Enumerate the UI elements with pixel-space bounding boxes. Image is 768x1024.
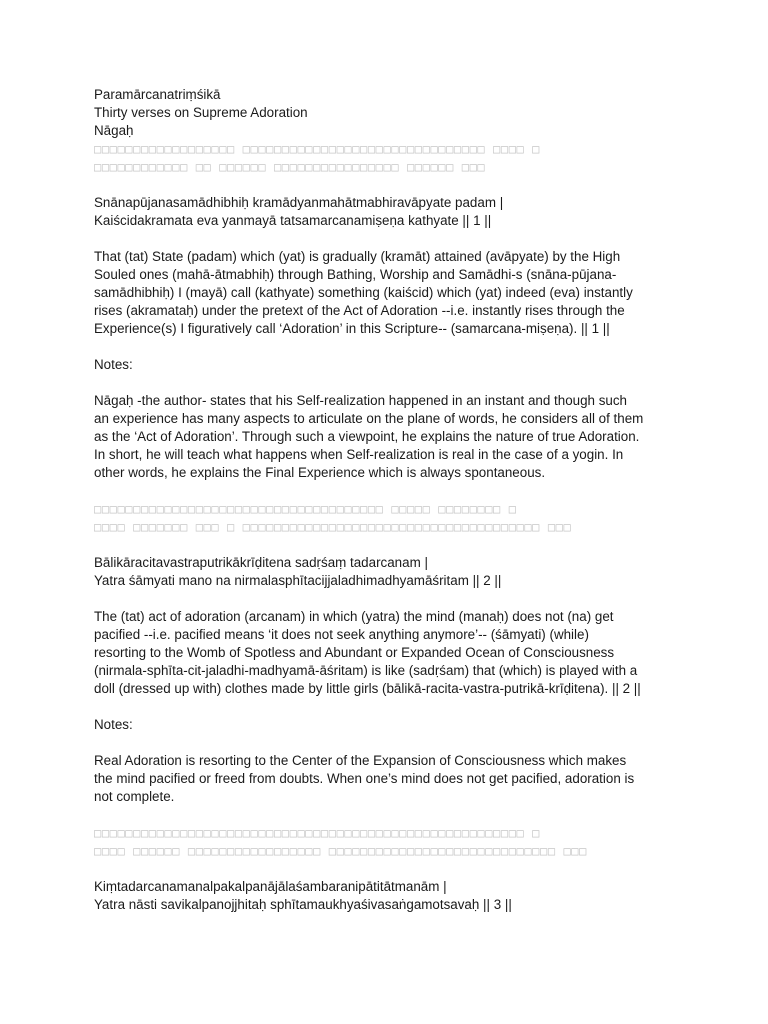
translation-line: That (tat) State (padam) which (yat) is gradually (kramāt) attained (avāpyate) by the High bbox=[94, 249, 621, 264]
verse-line: Yatra nāsti savikalpanojjhitaḥ sphītamaukhyaśivasaṅgamotsavaḥ || 3 || bbox=[94, 897, 512, 912]
translation-1 bbox=[94, 248, 734, 338]
notes-line: Nāgaḥ -the author- states that his Self-realization happened in an instant and though such bbox=[94, 393, 628, 408]
devanagari-placeholder-3 bbox=[94, 824, 734, 860]
document-title: Paramārcanatriṃśikā bbox=[94, 87, 221, 102]
notes-line: an experience has many aspects to articulate on the plane of words, he considers all of them bbox=[94, 411, 644, 426]
translation-line: (nirmala-sphīta-cit-jaladhi-madhyamā-āśritam) is like (sadṛśam) that (which) is played with a bbox=[94, 663, 638, 678]
verse-line: Yatra śāmyati mano na nirmalasphītacijjaladhimadhyamāśritam || 2 || bbox=[94, 573, 502, 588]
verse-1 bbox=[94, 194, 734, 230]
translation-line: The (tat) act of adoration (arcanam) in which (yatra) the mind (manaḥ) does not (na) get bbox=[94, 609, 614, 624]
translation-line: samādhibhiḥ) I (mayā) call (kathyate) something (kaiścid) which (yat) indeed (eva) instantly bbox=[94, 285, 633, 300]
notes-line: In short, he will teach what happens when Self-realization is real in the case of a yogin. In bbox=[94, 447, 624, 462]
devanagari-line: □□□□□□□□□□□□ □□ □□□□□□ □□□□□□□□□□□□□□□□ □□□□□□ □□□ bbox=[94, 160, 486, 174]
verse-line: Kaiścidakramata eva yanmayā tatsamarcanamiṣeṇa kathyate || 1 || bbox=[94, 213, 492, 228]
translation-line: rises (akramataḥ) under the pretext of the Act of Adoration --i.e. instantly rises through the bbox=[94, 303, 625, 318]
translation-2 bbox=[94, 608, 734, 698]
devanagari-line: □□□□□□□□□□□□□□□□□□□□□□□□□□□□□□□□□□□□□□□□□□□□□□□□□□□□□□□ □ bbox=[94, 826, 541, 840]
notes-line: the mind pacified or freed from doubts. When one’s mind does not get pacified, adoration is bbox=[94, 771, 635, 786]
verse-line: Kiṃtadarcanamanalpakalpanājālaśambaranipātitātmanām | bbox=[94, 879, 447, 894]
document-page bbox=[94, 86, 734, 914]
devanagari-line: □□□□ □□□□□□□ □□□ □ □□□□□□□□□□□□□□□□□□□□□□□□□□□□□□□□□□□□□□ □□□ bbox=[94, 520, 572, 534]
notes-line: as the ‘Act of Adoration’. Through such a viewpoint, he explains the nature of true Adoration. bbox=[94, 429, 640, 444]
devanagari-line: □□□□□□□□□□□□□□□□□□□□□□□□□□□□□□□□□□□□□ □□□□□ □□□□□□□□ □ bbox=[94, 502, 517, 516]
devanagari-placeholder-1 bbox=[94, 140, 734, 176]
devanagari-line: □□□□ □□□□□□ □□□□□□□□□□□□□□□□□ □□□□□□□□□□□□□□□□□□□□□□□□□□□□□ □□□ bbox=[94, 844, 587, 858]
verse-3 bbox=[94, 878, 734, 914]
notes-line: Real Adoration is resorting to the Center of the Expansion of Consciousness which makes bbox=[94, 753, 627, 768]
verse-line: Bālikāracitavastraputrikākrīḍitena sadṛśaṃ tadarcanam | bbox=[94, 555, 428, 570]
notes-2 bbox=[94, 752, 734, 806]
notes-label: Notes: bbox=[94, 357, 133, 372]
notes-line: not complete. bbox=[94, 789, 175, 804]
translation-line: Souled ones (mahā-ātmabhiḥ) through Bathing, Worship and Samādhi-s (snāna-pūjana- bbox=[94, 267, 617, 282]
notes-line: other words, he explains the Final Experience which is always spontaneous. bbox=[94, 465, 546, 480]
translation-line: resorting to the Womb of Spotless and Abundant or Expanded Ocean of Consciousness bbox=[94, 645, 615, 660]
devanagari-placeholder-2 bbox=[94, 500, 734, 536]
verse-line: Snānapūjanasamādhibhiḥ kramādyanmahātmabhiravāpyate padam | bbox=[94, 195, 504, 210]
notes-label: Notes: bbox=[94, 717, 133, 732]
verse-2 bbox=[94, 554, 734, 590]
document-author: Nāgaḥ bbox=[94, 123, 134, 138]
document-subtitle: Thirty verses on Supreme Adoration bbox=[94, 105, 308, 120]
translation-line: doll (dressed up with) clothes made by little girls (bālikā-racita-vastra-putrikā-krīḍitena). || 2 || bbox=[94, 681, 641, 696]
notes-1 bbox=[94, 392, 734, 482]
translation-line: pacified --i.e. pacified means ‘it does not seek anything anymore’-- (śāmyati) (while) bbox=[94, 627, 589, 642]
devanagari-line: □□□□□□□□□□□□□□□□□□ □□□□□□□□□□□□□□□□□□□□□□□□□□□□□□□ □□□□ □ bbox=[94, 142, 541, 156]
translation-line: Experience(s) I figuratively call ‘Adoration’ in this Scripture-- (samarcana-miṣeṇa). || 1 || bbox=[94, 321, 610, 336]
